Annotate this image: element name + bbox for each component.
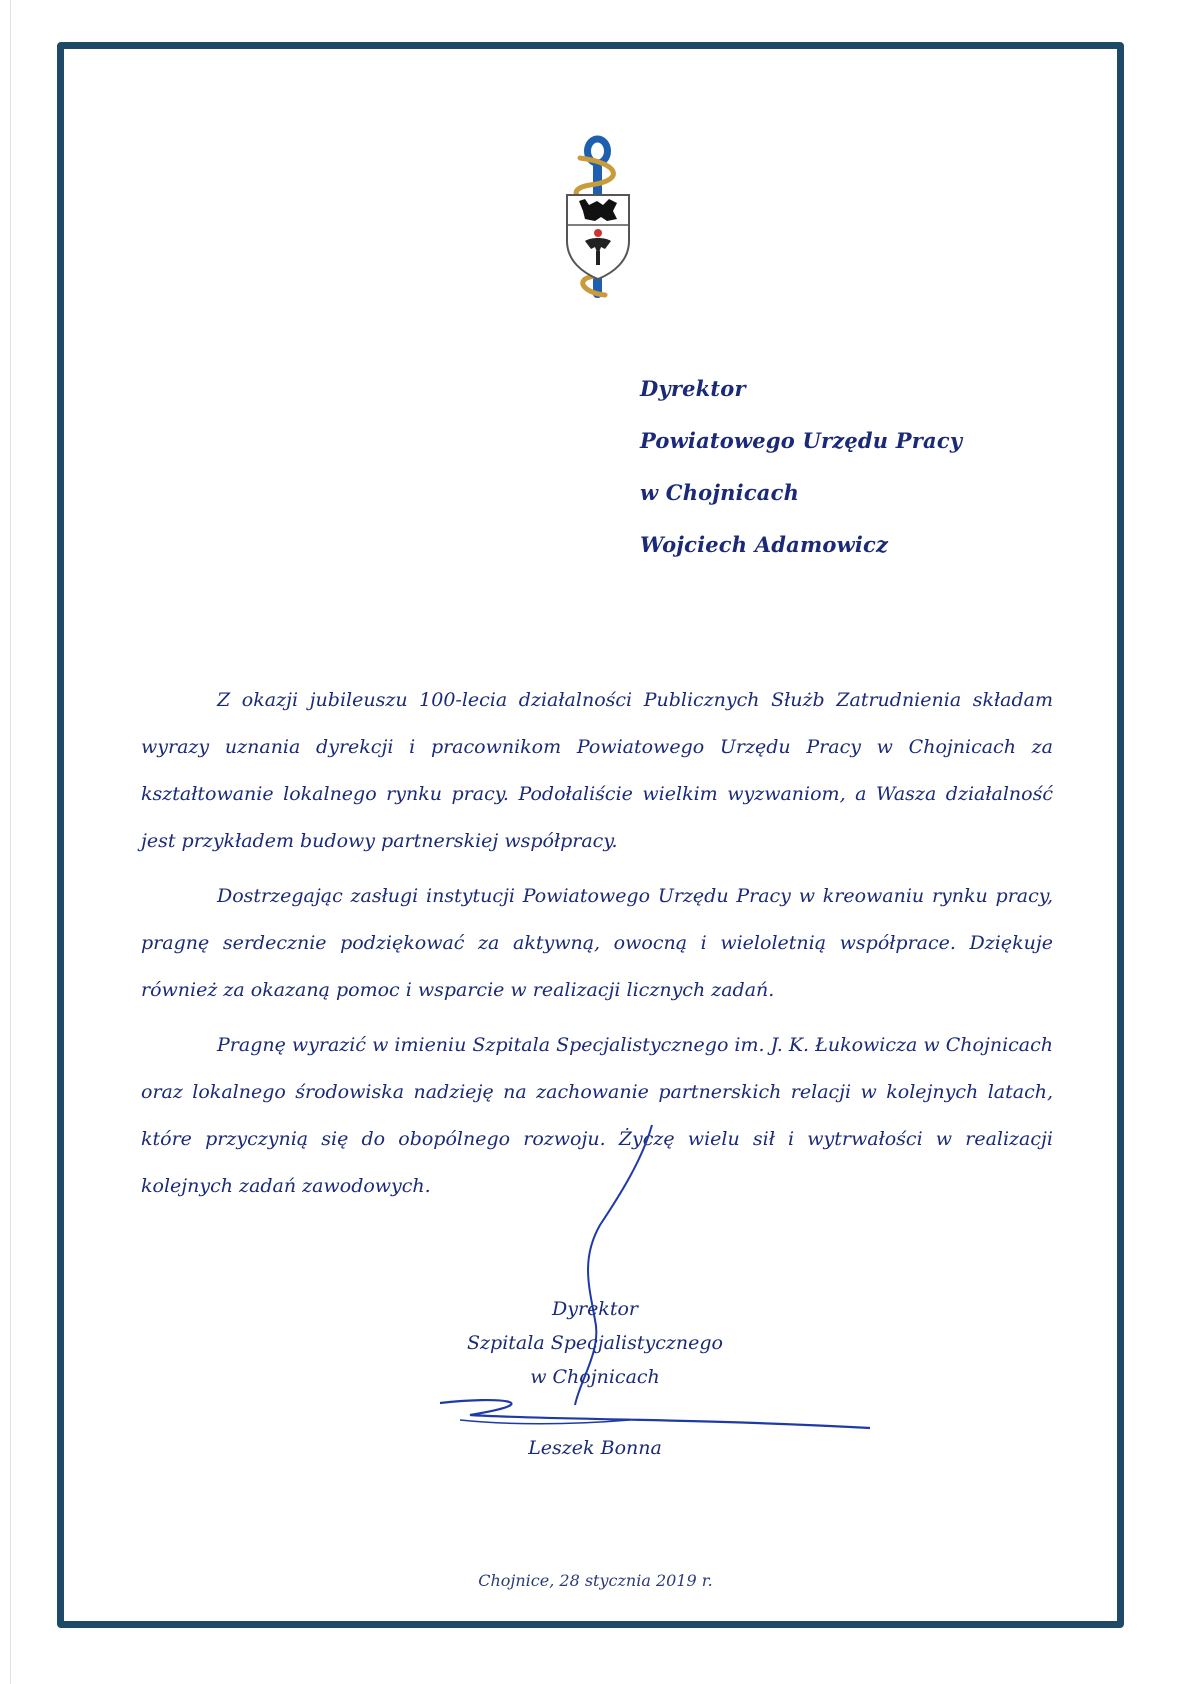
signer-institution: Szpitala Specjalistycznego <box>467 1332 723 1354</box>
emblem-red-mark <box>594 229 602 237</box>
addressee-title: Dyrektor <box>640 376 746 401</box>
addressee-block <box>640 374 962 582</box>
hospital-emblem-icon <box>555 133 641 303</box>
addressee-office: Powiatowego Urzędu Pracy <box>640 428 963 453</box>
addressee-city: w Chojnicach <box>640 480 800 505</box>
signature-block <box>420 1292 770 1394</box>
addressee-name: Wojciech Adamowicz <box>640 532 889 557</box>
letter-paragraph-2: Dostrzegając zasługi instytucji Powiatowego Urzędu Pracy w kreowaniu rynku pracy, pragnę serdecznie podziękować za aktywną, owocną i wieloletnią współprace. Dziękuje również za okazaną pomoc i wsparcie w realizacji licznych zadań. <box>141 885 1053 1001</box>
signer-city: w Chojnicach <box>530 1366 660 1388</box>
page-edge <box>0 0 11 1684</box>
letter-paragraph-3: Pragnę wyrazić w imieniu Szpitala Specjalistycznego im. J. K. Łukowicza w Chojnicach oraz lokalnego środowiska nadzieję na zachowanie partnerskich relacji w kolejnych latach, które przyczynią się do obopólnego rozwoju. Życzę wielu sił i wytrwałości w realizacji kolejnych zadań zawodowych. <box>141 1034 1053 1197</box>
letter-paragraph-1: Z okazji jubileuszu 100-lecia działalności Publicznych Służb Zatrudnienia składam wyrazy uznania dyrekcji i pracownikom Powiatowego Urzędu Pracy w Chojnicach za kształtowanie lokalnego rynku pracy. Podołaliście wielkim wyzwaniom, a Wasza działalność jest przykładem budowy partnerskiej współpracy. <box>141 689 1053 852</box>
signer-name: Leszek Bonna <box>528 1437 662 1459</box>
letter-body <box>141 677 1053 1218</box>
letter-date: Chojnice, 28 stycznia 2019 r. <box>478 1571 713 1590</box>
signer-title: Dyrektor <box>552 1298 638 1320</box>
emblem-griffin <box>579 199 617 221</box>
